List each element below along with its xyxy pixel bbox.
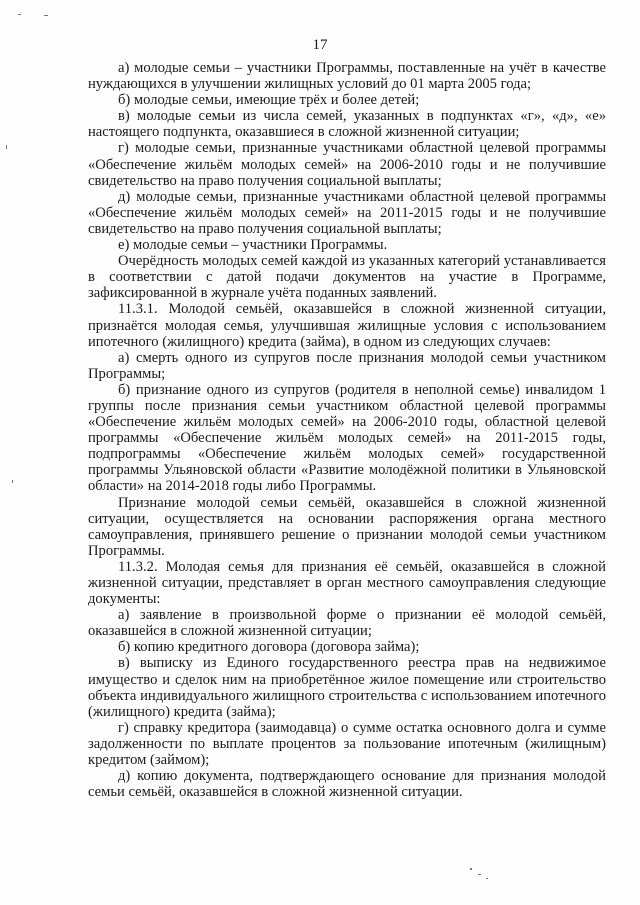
scan-speck: [12, 480, 13, 483]
paragraph-e-priority: е) молодые семьи – участники Программы.: [118, 237, 388, 254]
paragraph-b-priority: б) молодые семьи, имеющие трёх и более детей;: [118, 92, 420, 109]
scan-speck: [470, 868, 472, 870]
paragraph-doc-v: в) выписку из Единого государственного реестра прав на недвижимое имущество и сделок ним на приобретённое жилое помещение или строительство объекта индивидуального жилищного строительства с использованием ипотечного (жилищного) кредита (займа);: [88, 655, 606, 720]
paragraph-case-a: а) смерть одного из супругов после признания молодой семьи участником Программы;: [88, 349, 606, 382]
paragraph-recognition: Признание молодой семьи семьёй, оказавшейся в сложной жизненной ситуации, осуществляется на основании распоряжения органа местного самоуправления, принявшего решение о признании молодой семьи участником Программы.: [88, 494, 606, 559]
scan-speck: [44, 15, 48, 16]
paragraph-queue-order: Очерёдность молодых семей каждой из указанных категорий устанавливается в соответствии с датой подачи документов на участие в Программе, зафиксированной в журнале учёта поданных заявлений.: [88, 253, 606, 302]
scan-speck: [478, 874, 481, 875]
paragraph-doc-d: д) копию документа, подтверждающего основание для признания молодой семьи семьёй, оказавшейся в сложной жизненной ситуации.: [88, 768, 606, 801]
paragraph-doc-g: г) справку кредитора (заимодавца) о сумме остатка основного долга и сумме задолженности по выплате процентов за пользование ипотечным (жилищным) кредитом (займом);: [88, 719, 606, 769]
paragraph-11-3-2: 11.3.2. Молодая семья для признания её семьёй, оказавшейся в сложной жизненной ситуации, представляет в орган местного самоуправления следующие документы:: [88, 558, 606, 608]
scan-speck: [18, 14, 21, 15]
paragraph-doc-a: а) заявление в произвольной форме о признании её молодой семьёй, оказавшейся в сложной жизненной ситуации;: [88, 607, 606, 640]
paragraph-11-3-1: 11.3.1. Молодой семьёй, оказавшейся в сложной жизненной ситуации, признаётся молодая семья, улучшившая жилищные условия с использованием ипотечного (жилищного) кредита (займа), в одном из следующих случаев:: [88, 301, 606, 350]
scan-speck: [6, 145, 7, 149]
paragraph-doc-b: б) копию кредитного договора (договора займа);: [118, 639, 420, 656]
paragraph-d-priority: д) молодые семьи, признанные участниками областной целевой программы «Обеспечение жильём молодых семей» на 2011-2015 годы и не получившие свидетельство на право получения социальной выплаты;: [88, 188, 606, 237]
paragraph-case-b: б) признание одного из супругов (родителя в неполной семье) инвалидом 1 группы после признания семьи участником областной целевой программы «Обеспечение жильём молодых семей» на 2006-2010 годы, областной целевой программы «Обеспечение жильём молодых семей» на 2011-2015 годы, подпрограммы «Обеспечение жильём молодых семей» государственной программы Ульяновской области «Развитие молодёжной политики в Ульяновской области» на 2014-2018 годы либо Программы.: [88, 381, 606, 495]
page-number: 17: [312, 37, 328, 53]
scan-speck: [486, 878, 488, 879]
paragraph-g-priority: г) молодые семьи, признанные участниками областной целевой программы «Обеспечение жильём молодых семей» на 2006-2010 годы и не получившие свидетельство на право получения социальной выплаты;: [88, 140, 606, 189]
document-body: [88, 60, 606, 800]
paragraph-a-priority: а) молодые семьи – участники Программы, поставленные на учёт в качестве нуждающихся в улучшении жилищных условий до 01 марта 2005 года;: [88, 60, 606, 93]
paragraph-v-priority: в) молодые семьи из числа семей, указанных в подпунктах «г», «д», «е» настоящего подпункта, оказавшиеся в сложной жизненной ситуации;: [88, 108, 606, 141]
